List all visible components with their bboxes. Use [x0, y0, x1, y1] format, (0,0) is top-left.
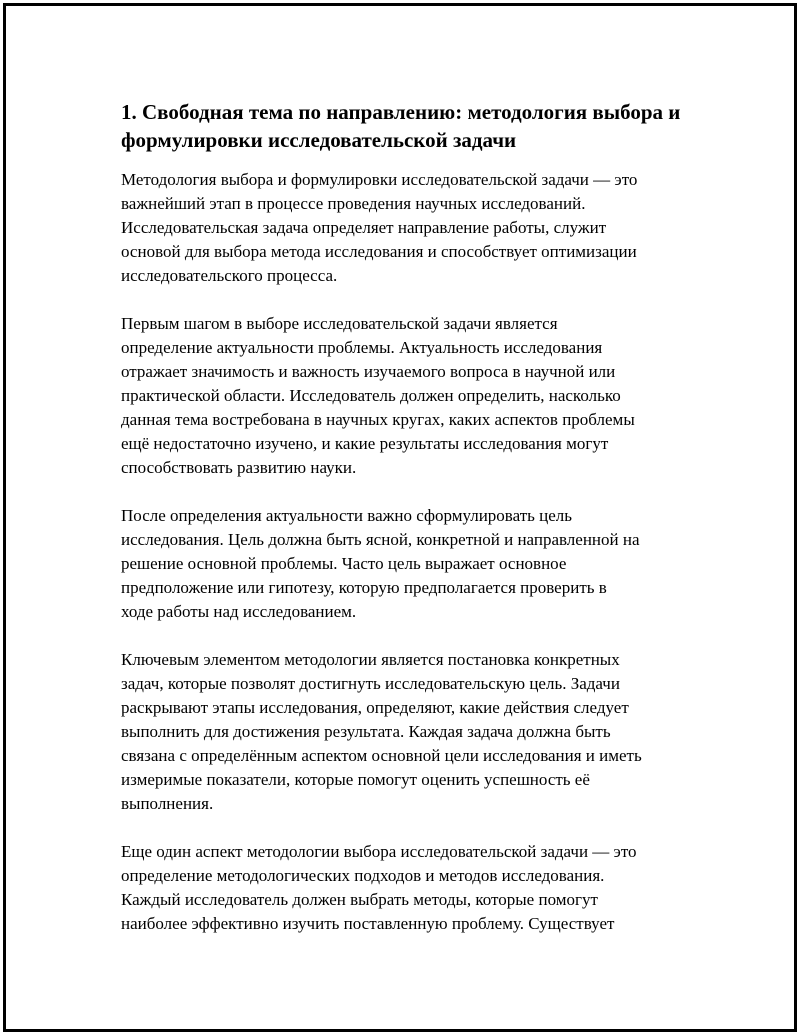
- text-line: практической области. Исследователь должен определить, насколько: [121, 386, 621, 405]
- text-line: исследовательского процесса.: [121, 266, 338, 285]
- text-line: После определения актуальности важно сформулировать цель: [121, 506, 573, 525]
- title-line: 1. Свободная тема по направлению: методология выбора и: [121, 100, 681, 124]
- text-line: решение основной проблемы. Часто цель выражает основное: [121, 554, 567, 573]
- text-line: Ключевым элементом методологии является постановка конкретных: [121, 650, 620, 669]
- text-line: отражает значимость и важность изучаемого вопроса в научной или: [121, 362, 616, 381]
- text-line: ещё недостаточно изучено, и какие результаты исследования могут: [121, 434, 609, 453]
- paragraph-4: [121, 648, 701, 816]
- text-line: Исследовательская задача определяет направление работы, служит: [121, 218, 607, 237]
- paragraph-5: [121, 840, 701, 936]
- text-line: исследования. Цель должна быть ясной, конкретной и направленной на: [121, 530, 640, 549]
- text-line: предположение или гипотезу, которую предполагается проверить в: [121, 578, 607, 597]
- text-line: измеримые показатели, которые помогут оценить успешность её: [121, 770, 590, 789]
- paragraph-3: [121, 504, 701, 624]
- text-line: Каждый исследователь должен выбрать методы, которые помогут: [121, 890, 598, 909]
- text-line: раскрывают этапы исследования, определяют, какие действия следует: [121, 698, 629, 717]
- paragraph-2: [121, 312, 701, 480]
- text-line: Методология выбора и формулировки исследовательской задачи — это: [121, 170, 638, 189]
- paragraph-1: [121, 168, 701, 288]
- text-line: выполнения.: [121, 794, 214, 813]
- text-line: Первым шагом в выборе исследовательской задачи является: [121, 314, 558, 333]
- text-line: основой для выбора метода исследования и способствует оптимизации: [121, 242, 637, 261]
- text-line: выполнить для достижения результата. Каждая задача должна быть: [121, 722, 611, 741]
- text-line: наиболее эффективно изучить поставленную проблему. Существует: [121, 914, 615, 933]
- text-line: способствовать развитию науки.: [121, 458, 357, 477]
- text-line: Еще один аспект методологии выбора исследовательской задачи — это: [121, 842, 637, 861]
- title-line: формулировки исследовательской задачи: [121, 128, 517, 152]
- page-frame: [3, 3, 797, 1032]
- document-body: [121, 98, 701, 960]
- text-line: ходе работы над исследованием.: [121, 602, 357, 621]
- text-line: определение актуальности проблемы. Актуальность исследования: [121, 338, 603, 357]
- text-line: данная тема востребована в научных кругах, каких аспектов проблемы: [121, 410, 635, 429]
- document-title: [121, 98, 701, 154]
- text-line: задач, которые позволят достигнуть исследовательскую цель. Задачи: [121, 674, 620, 693]
- text-line: связана с определённым аспектом основной цели исследования и иметь: [121, 746, 642, 765]
- text-line: определение методологических подходов и методов исследования.: [121, 866, 605, 885]
- text-line: важнейший этап в процессе проведения научных исследований.: [121, 194, 586, 213]
